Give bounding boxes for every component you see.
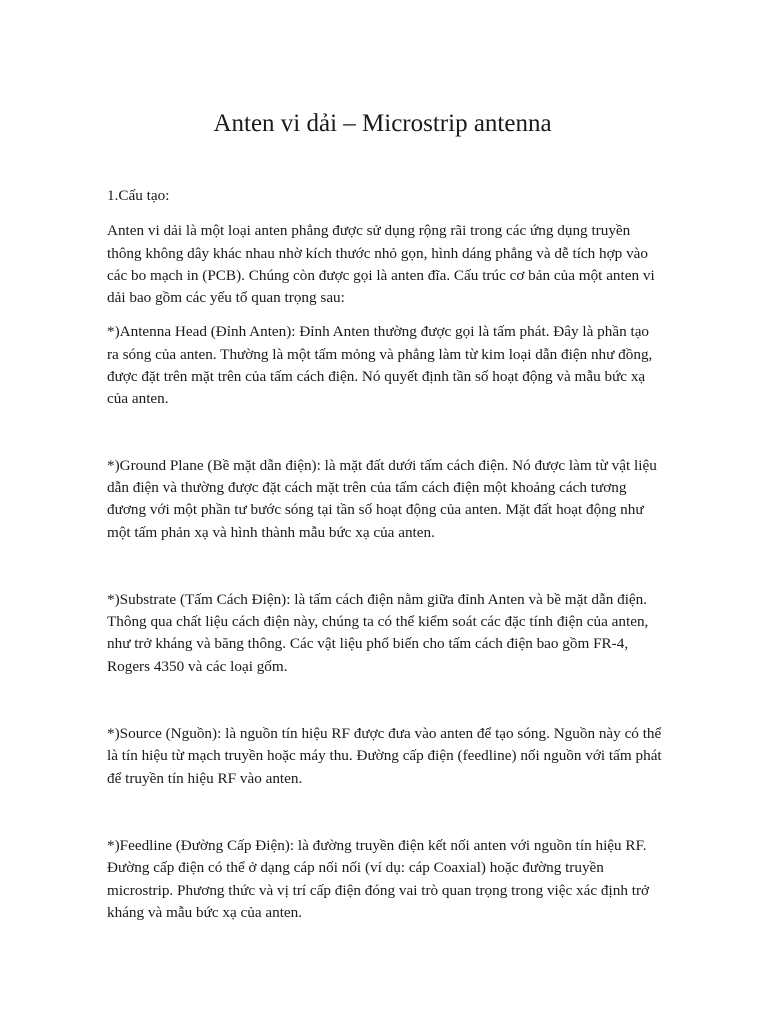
section-heading-structure: 1.Cấu tạo:	[107, 187, 170, 204]
paragraph-ground-plane: *)Ground Plane (Bề mặt dẫn điện): là mặt đất dưới tấm cách điện. Nó được làm từ vật liệu dẫn điện và thường được đặt cách mặt trên của tấm cách điện một khoảng cách tương đương với một phần tư bước sóng tại tần số hoạt động của anten. Mặt đất hoạt động như một tấm phản xạ và hình thành mẫu bức xạ của anten.	[107, 456, 657, 541]
paragraph-source: *)Source (Nguồn): là nguồn tín hiệu RF được đưa vào anten để tạo sóng. Nguồn này có thể là tín hiệu từ mạch truyền hoặc máy thu. Đường cấp điện (feedline) nối nguồn với tấm phát để truyền tín hiệu RF vào anten.	[107, 725, 662, 787]
paragraph-intro: Anten vi dải là một loại anten phẳng được sử dụng rộng rãi trong các ứng dụng truyền thông không dây khác nhau nhờ kích thước nhỏ gọn, hình dáng phẳng và dễ tích hợp vào các bo mạch in (PCB). Chúng còn được gọi là anten đĩa. Cấu trúc cơ bản của một anten vi dải bao gồm các yếu tố quan trọng sau:	[107, 222, 655, 307]
paragraph-feedline: *)Feedline (Đường Cấp Điện): là đường truyền điện kết nối anten với nguồn tín hiệu RF. Đường cấp điện có thể ở dạng cáp nối nối (ví dụ: cáp Coaxial) hoặc đường truyền microstrip. Phương thức và vị trí cấp điện đóng vai trò quan trọng trong việc xác định trở kháng và mẫu bức xạ của anten.	[107, 836, 650, 921]
paragraph-substrate: *)Substrate (Tấm Cách Điện): là tấm cách điện nằm giữa đỉnh Anten và bề mặt dẫn điện. Thông qua chất liệu cách điện này, chúng ta có thể kiểm soát các đặc tính điện của anten, như trở kháng và băng thông. Các vật liệu phổ biến cho tấm cách điện bao gồm FR-4, Rogers 4350 và các loại gốm.	[107, 590, 649, 675]
paragraph-antenna-head: *)Antenna Head (Đỉnh Anten): Đỉnh Anten thường được gọi là tấm phát. Đây là phần tạo ra sóng của anten. Thường là một tấm mỏng và phẳng làm từ kim loại dẫn điện như đồng, được đặt trên mặt trên của tấm cách điện. Nó quyết định tần số hoạt động và mẫu bức xạ của anten.	[107, 323, 653, 408]
document-title: Anten vi dải – Microstrip antenna	[213, 110, 552, 137]
